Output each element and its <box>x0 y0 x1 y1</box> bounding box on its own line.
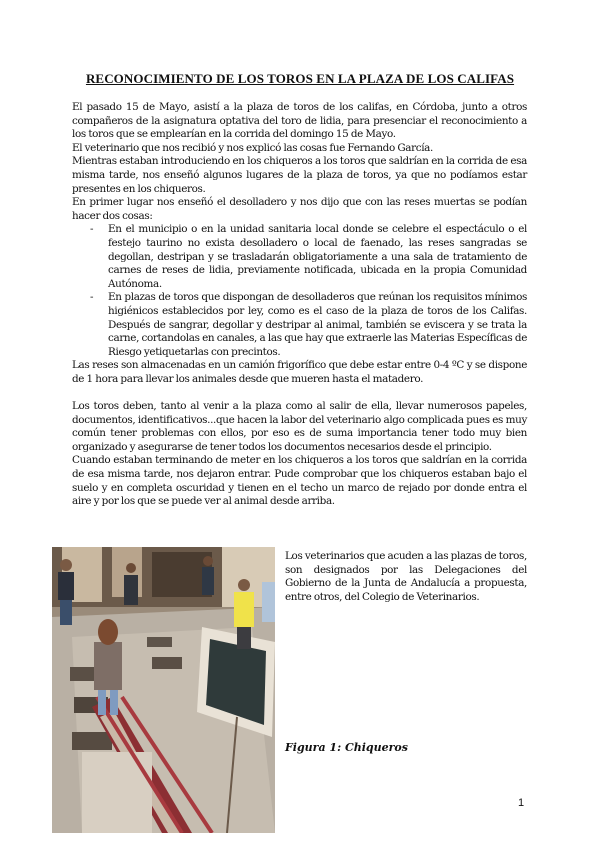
document-body <box>72 101 527 509</box>
page-number: 1 <box>518 797 525 809</box>
list-item <box>72 291 527 359</box>
bullet-marker: - <box>90 291 94 304</box>
list-item-text: En plazas de toros que dispongan de desolladeros que reúnan los requisitos mínimos higiénicos establecidos por ley, como es el caso de la plaza de toros de los Califas. Después de sangrar, degollar y destripar al animal, también se eviscera y se trata la carne, cortandolas en canales, a las que hay que extraerle las Materias Específicas de Riesgo yetiquetarlas con precintos. <box>108 291 527 358</box>
document-title: RECONOCIMIENTO DE LOS TOROS EN LA PLAZA DE LOS CALIFAS <box>85 71 515 86</box>
paragraph: En primer lugar nos enseñó el desolladero y nos dijo que con las reses muertas se podían hacer dos cosas: <box>72 196 527 222</box>
paragraph: Cuando estaban terminando de meter en los chiqueros a los toros que saldrían en la corrida de esa misma tarde, nos dejaron entrar. Pude comprobar que los chiqueros estaban bajo el suelo y en completa oscuridad y tienen en el techo un marco de rejado por donde entra el aire y por los que se puede ver al animal desde arriba. <box>72 454 527 508</box>
paragraph: El pasado 15 de Mayo, asistí a la plaza de toros de los califas, en Córdoba, junto a otros compañeros de la asignatura optativa del toro de lidia, para presenciar el reconocimiento a los toros que se emplearían en la corrida del domingo 15 de Mayo. <box>72 101 527 141</box>
list-item-text: En el municipio o en la unidad sanitaria local donde se celebre el espectáculo o el festejo taurino no exista desolladero o local de faenado, las reses sangradas se degollan, destripan y se trasladarán obligatoriamente a una sala de tratamiento de carnes de reses de lidia, previamente notificada, ubicada en la propia Comunidad Autónoma. <box>108 223 527 290</box>
paragraph: El veterinario que nos recibió y nos explicó las cosas fue Fernando García. <box>72 141 433 154</box>
paragraph: Mientras estaban introduciendo en los chiqueros a los toros que saldrían en la corrida de esa misma tarde, nos enseñó algunos lugares de la plaza de toros, ya que no podíamos estar presentes en los chiqueros. <box>72 155 527 195</box>
paragraph: Las reses son almacenadas en un camión frigorífico que debe estar entre 0-4 ºC y se dispone de 1 hora para llevar los animales desde que mueren hasta el matadero. <box>72 359 527 385</box>
paragraph: Los toros deben, tanto al venir a la plaza como al salir de ella, llevar numerosos papeles, documentos, identificativos...que hacen la labor del veterinario algo complicada pues es muy común tener problemas con ellos, por eso es de suma importancia tener todo muy bien organizado y asegurarse de tener todos los documentos necesarios desde el principio. <box>72 400 527 453</box>
bullet-marker: - <box>90 223 94 236</box>
figure-caption: Figura 1: Chiqueros <box>285 741 408 754</box>
side-text: Los veterinarios que acuden a las plazas de toros, son designados por las Delegaciones del Gobierno de la Junta de Andalucía a propuesta, entre otros, del Colegio de Veterinarios. <box>285 550 527 603</box>
bullet-list <box>72 223 527 359</box>
chiqueros-photo <box>52 547 275 833</box>
list-item <box>72 223 527 291</box>
paragraph-spacer <box>72 386 527 400</box>
